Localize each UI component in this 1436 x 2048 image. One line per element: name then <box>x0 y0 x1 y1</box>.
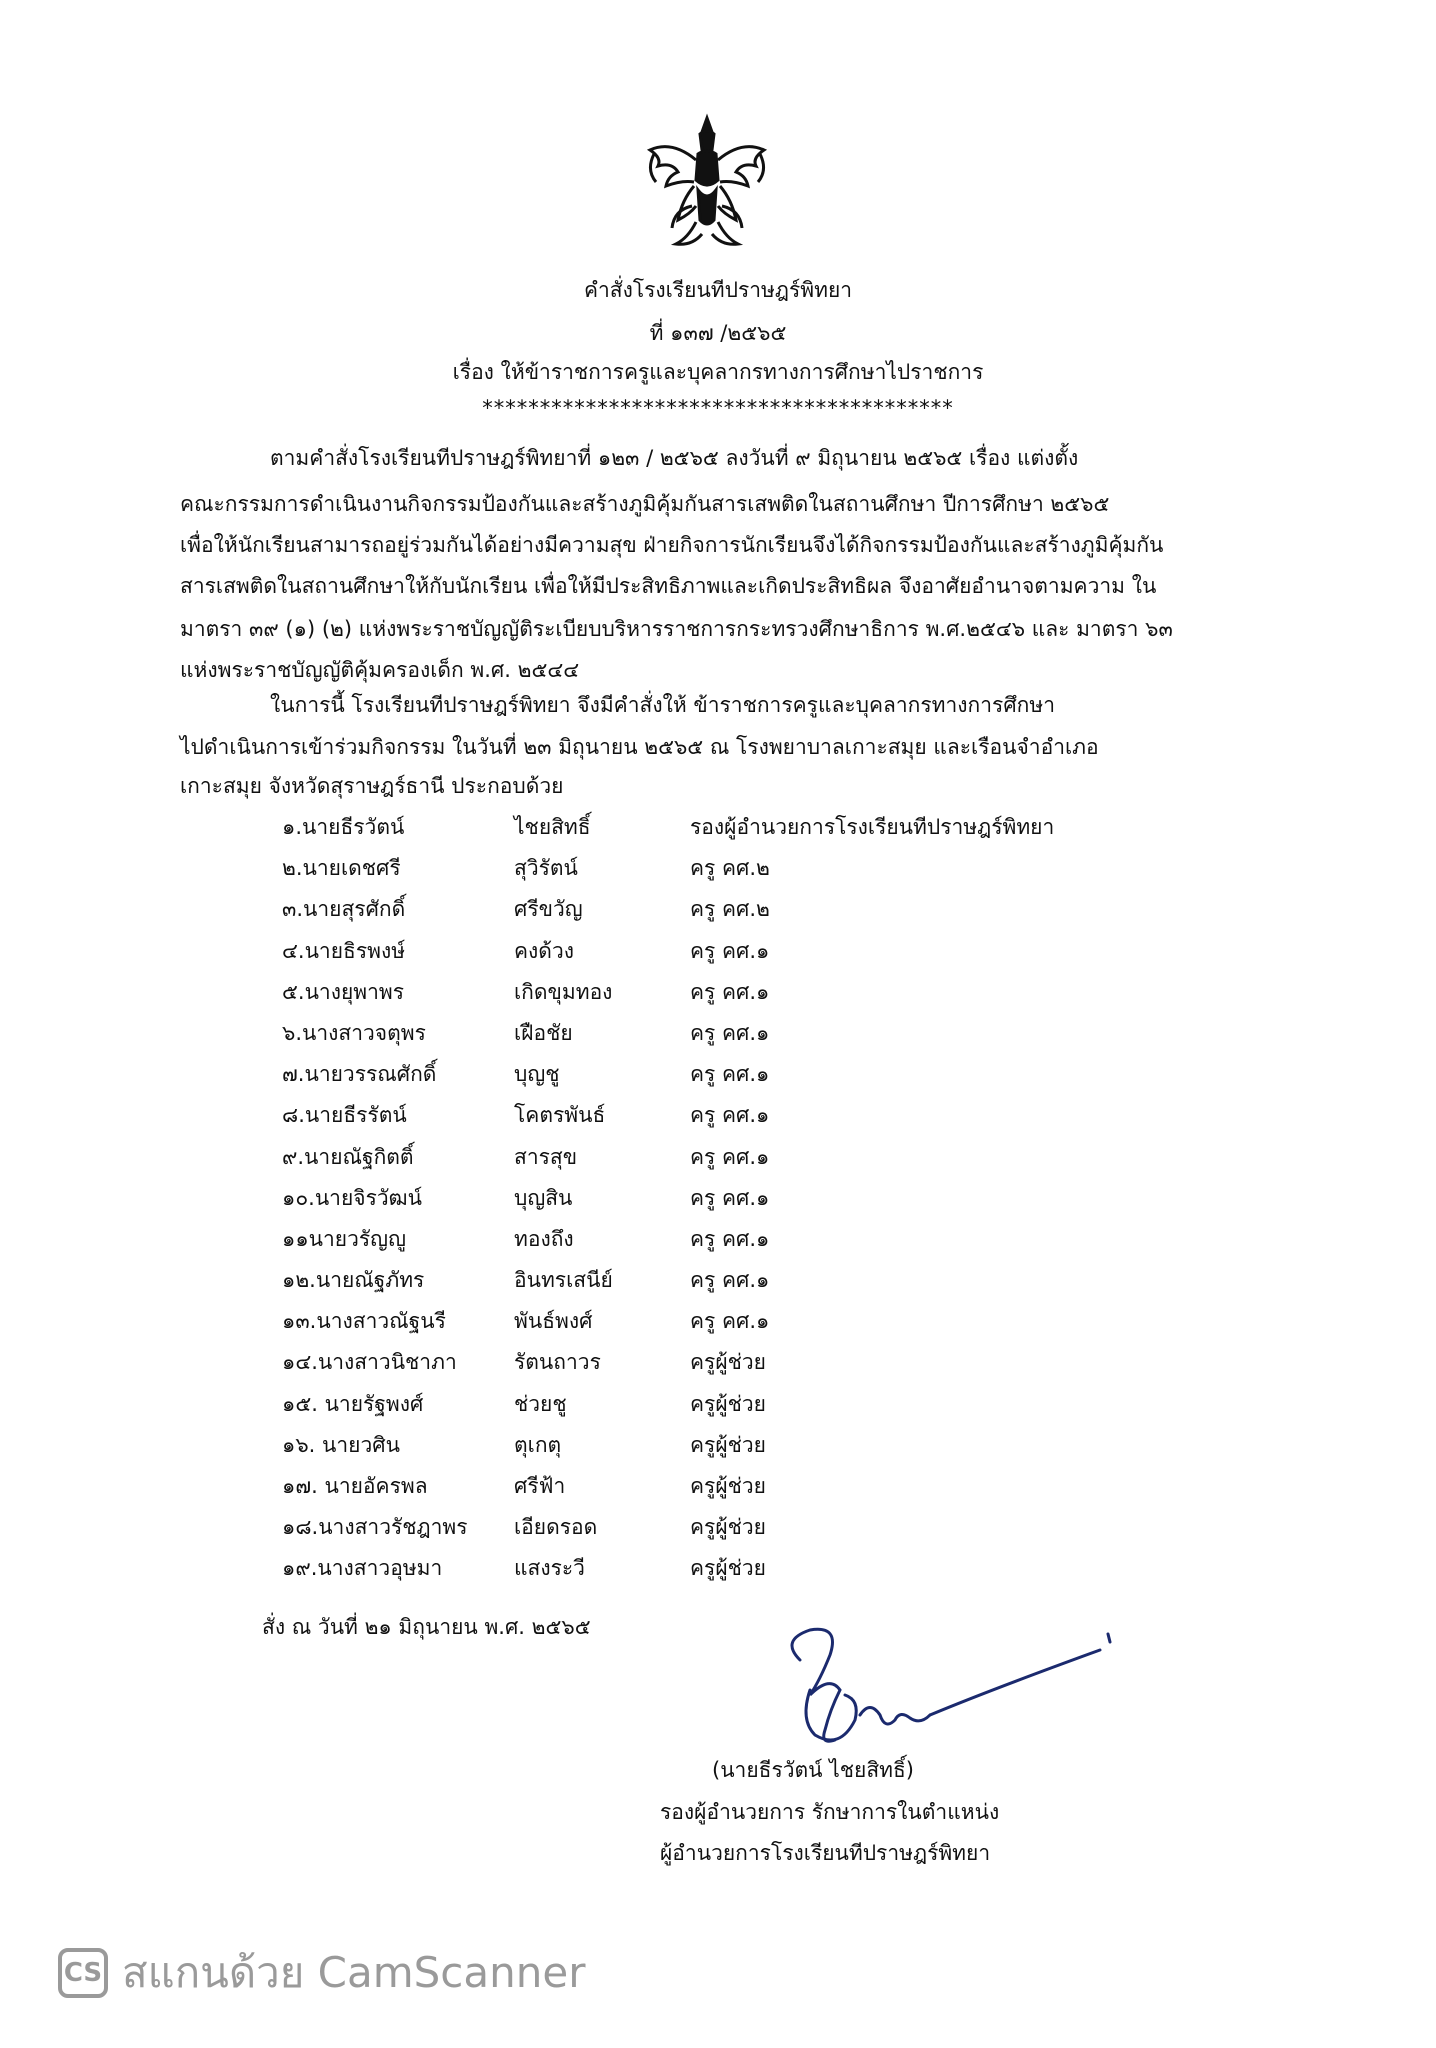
order-title: คำสั่งโรงเรียนทีปราษฎร์พิทยา <box>583 278 853 302</box>
member-position: ครู คศ.๑ <box>690 979 770 1004</box>
paragraph-1-line-3: เพื่อให้นักเรียนสามารถอยู่ร่วมกันได้อย่างมีความสุข ฝ่ายกิจการนักเรียนจึงได้กิจกรรมป้องกันและสร้างภูมิคุ้มกัน <box>180 533 1164 557</box>
signer-title-1: รองผู้อำนวยการ รักษาการในตำแหน่ง <box>660 1800 1000 1824</box>
camscanner-text: สแกนด้วย CamScanner <box>122 1948 586 1997</box>
paragraph-2-line-1: ในการนี้ โรงเรียนทีปราษฎร์พิทยา จึงมีคำสั่งให้ ข้าราชการครูและบุคลากรทางการศึกษา <box>270 693 1056 717</box>
member-position: ครูผู้ช่วย <box>690 1350 766 1375</box>
order-date: สั่ง ณ วันที่ ๒๑ มิถุนายน พ.ศ. ๒๕๖๕ <box>262 1615 591 1639</box>
member-position: ครู คศ.๑ <box>690 1020 770 1045</box>
paragraph-2-line-2: ไปดำเนินการเข้าร่วมกิจกรรม ในวันที่ ๒๓ มิถุนายน ๒๕๖๕ ณ โรงพยาบาลเกาะสมุย และเรือนจำอำเภอ <box>180 735 1099 759</box>
member-surname: เอียดรอด <box>514 1515 598 1540</box>
member-position: ครู คศ.๑ <box>690 1185 770 1210</box>
member-name: ๑๔.นางสาวนิชาภา <box>282 1350 457 1375</box>
member-surname: ทองถึง <box>514 1226 574 1251</box>
member-surname: สารสุข <box>514 1144 578 1169</box>
member-surname: แสงระวี <box>514 1556 585 1581</box>
member-name: ๑๘.นางสาวรัชฎาพร <box>282 1515 468 1540</box>
member-surname: รัตนถาวร <box>514 1350 601 1375</box>
member-surname: ศรีฟ้า <box>514 1474 566 1498</box>
member-name: ๔.นายธิรพงษ์ <box>282 938 406 963</box>
camscanner-watermark <box>58 1940 585 2006</box>
member-surname: ตุเกตุ <box>514 1432 562 1457</box>
member-name: ๑๐.นายจิรวัฒน์ <box>282 1185 422 1210</box>
paragraph-1-line-5: มาตรา ๓๙ (๑) (๒) แห่งพระราชบัญญัติระเบียบบริหารราชการกระทรวงศึกษาธิการ พ.ศ.๒๕๔๖ และ มาตรา ๖๓ <box>180 617 1173 641</box>
member-surname: ไชยสิทธิ์ <box>514 815 591 839</box>
member-name: ๙.นายณัฐกิตติ์ <box>282 1144 414 1169</box>
member-position: ครู คศ.๑ <box>690 1268 770 1293</box>
member-position: รองผู้อำนวยการโรงเรียนทีปราษฎร์พิทยา <box>690 815 1055 839</box>
order-number: ที่ ๑๓๗ /๒๕๖๕ <box>649 321 787 345</box>
member-name: ๗.นายวรรณศักดิ์ <box>282 1062 437 1087</box>
member-name: ๑๒.นายณัฐภัทร <box>282 1268 425 1293</box>
member-name: ๑.นายธีรวัตน์ <box>282 815 405 839</box>
member-name: ๘.นายธีรรัตน์ <box>282 1103 407 1128</box>
member-surname: คงด้วง <box>514 938 574 963</box>
member-surname: ศรีขวัญ <box>514 897 583 922</box>
paragraph-1-line-1: ตามคำสั่งโรงเรียนทีปราษฎร์พิทยาที่ ๑๒๓ / ๒๕๖๕ ลงวันที่ ๙ มิถุนายน ๒๕๖๕ เรื่อง แต่งตั้ง <box>270 446 1079 470</box>
member-position: ครู คศ.๑ <box>690 1062 770 1087</box>
member-position: ครูผู้ช่วย <box>690 1556 766 1581</box>
member-surname: อินทรเสนีย์ <box>514 1268 613 1293</box>
member-position: ครู คศ.๒ <box>690 856 770 881</box>
paragraph-1-line-6: แห่งพระราชบัญญัติคุ้มครองเด็ก พ.ศ. ๒๕๔๔ <box>180 658 580 682</box>
member-name: ๑๓.นางสาวณัฐนรี <box>282 1309 446 1334</box>
member-position: ครูผู้ช่วย <box>690 1474 766 1498</box>
member-name: ๕.นางยุพาพร <box>282 979 405 1004</box>
member-surname: เกิดขุมทอง <box>514 979 613 1004</box>
member-surname: บุญชู <box>514 1062 560 1087</box>
garuda-emblem <box>632 110 782 260</box>
paragraph-2-line-3: เกาะสมุย จังหวัดสุราษฎร์ธานี ประกอบด้วย <box>180 774 564 798</box>
member-position: ครู คศ.๑ <box>690 1309 770 1334</box>
signer-title-2: ผู้อำนวยการโรงเรียนทีปราษฎร์พิทยา <box>660 1841 991 1865</box>
member-name: ๒.นายเดชศรี <box>282 856 401 881</box>
member-name: ๑๖. นายวศิน <box>282 1432 400 1457</box>
member-name: ๓.นายสุรศักดิ์ <box>282 897 406 922</box>
member-position: ครูผู้ช่วย <box>690 1515 766 1540</box>
order-subject: เรื่อง ให้ข้าราชการครูและบุคลากรทางการศึกษาไปราชการ <box>452 360 984 384</box>
member-position: ครู คศ.๑ <box>690 1144 770 1169</box>
member-position: ครู คศ.๑ <box>690 1103 770 1128</box>
paragraph-1-line-4: สารเสพติดในสถานศึกษาให้กับนักเรียน เพื่อให้มีประสิทธิภาพและเกิดประสิทธิผล จึงอาศัยอำนาจตามความ ใน <box>180 574 1157 598</box>
member-name: ๑๙.นางสาวอุษมา <box>282 1556 443 1581</box>
signer-name: (นายธีรวัตน์ ไชยสิทธิ์) <box>712 1758 914 1782</box>
member-position: ครูผู้ช่วย <box>690 1391 766 1416</box>
member-surname: เฝือชัย <box>514 1020 573 1045</box>
member-position: ครูผู้ช่วย <box>690 1432 766 1457</box>
member-surname: สุวิรัตน์ <box>514 856 578 881</box>
signature-image <box>770 1620 1120 1760</box>
member-name: ๑๑นายวรัญญู <box>282 1226 406 1251</box>
member-position: ครู คศ.๑ <box>690 1226 770 1251</box>
member-name: ๑๗. นายอัครพล <box>282 1474 428 1498</box>
separator-line: ***************************************** <box>482 396 954 420</box>
member-name: ๖.นางสาวจตุพร <box>282 1020 426 1045</box>
member-surname: โคตรพันธ์ <box>514 1103 606 1128</box>
member-surname: บุญสิน <box>514 1185 573 1210</box>
member-name: ๑๕. นายรัฐพงศ์ <box>282 1391 424 1416</box>
camscanner-logo-icon: CS <box>58 1948 108 1998</box>
member-position: ครู คศ.๒ <box>690 897 770 922</box>
member-surname: ช่วยชู <box>514 1391 567 1416</box>
member-position: ครู คศ.๑ <box>690 938 770 963</box>
paragraph-1-line-2: คณะกรรมการดำเนินงานกิจกรรมป้องกันและสร้างภูมิคุ้มกันสารเสพติดในสถานศึกษา ปีการศึกษา ๒๕๖๕ <box>180 492 1110 516</box>
member-surname: พันธ์พงศ์ <box>514 1309 593 1334</box>
